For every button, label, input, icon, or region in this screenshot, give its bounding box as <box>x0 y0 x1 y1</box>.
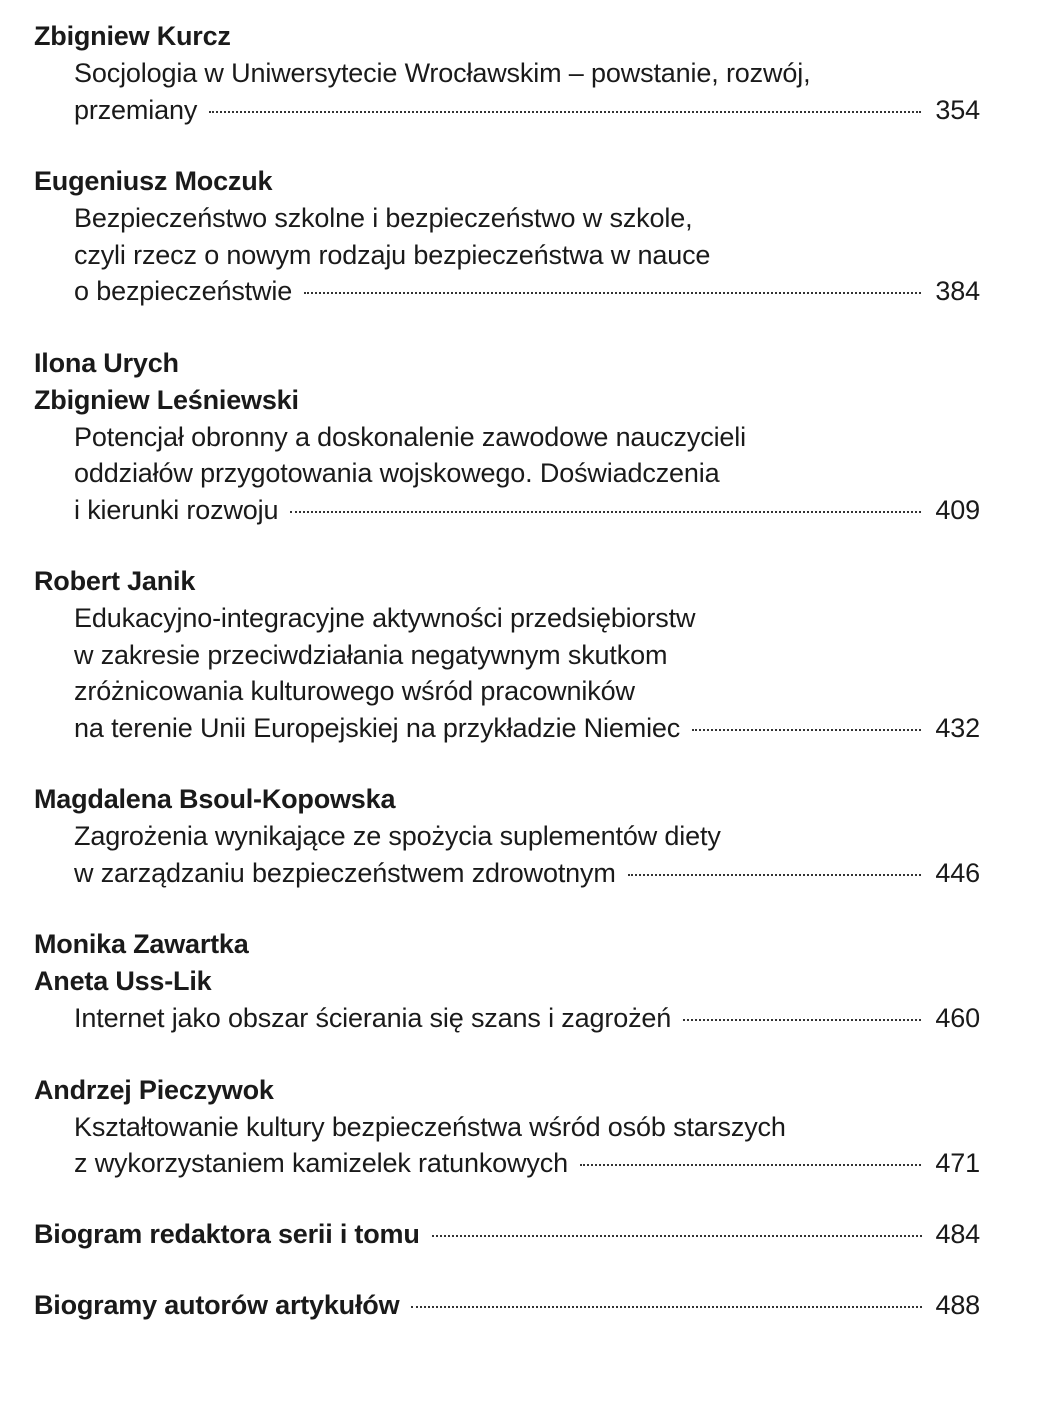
dot-leader <box>290 511 921 513</box>
toc-bold-line[interactable] <box>34 1287 980 1324</box>
toc-entry-biogram-editor <box>34 1216 980 1253</box>
page-number: 484 <box>935 1218 980 1249</box>
title-line: Potencjał obronny a doskonalenie zawodowe nauczycieli <box>74 421 746 452</box>
title-last-line <box>74 273 980 310</box>
dot-leader <box>628 874 922 876</box>
page-number: 409 <box>935 494 980 525</box>
entry-author: Monika Zawartka <box>34 929 249 959</box>
page-number: 460 <box>935 1003 980 1033</box>
title-line: o bezpieczeństwie <box>74 276 293 306</box>
entry-title[interactable] <box>34 200 980 310</box>
entry-author: Ilona Urych <box>34 347 179 378</box>
title-line: Kształtowanie kultury bezpieczeństwa wśród osób starszych <box>74 1111 786 1142</box>
title-last-line <box>74 92 980 129</box>
title-line: Socjologia w Uniwersytecie Wrocławskim – powstanie, rozwój, <box>74 58 811 88</box>
toc-entry <box>34 345 980 529</box>
entry-title[interactable] <box>34 55 980 128</box>
dot-leader <box>692 729 921 731</box>
entry-author: Aneta Uss-Lik <box>34 966 212 996</box>
title-line: zróżnicowania kulturowego wśród pracowników <box>74 676 635 706</box>
title-last-line <box>74 855 980 892</box>
title-line: przemiany <box>74 94 198 125</box>
title-line: Edukacyjno-integracyjne aktywności przedsiębiorstw <box>74 603 696 633</box>
section-label: Biogram redaktora serii i tomu <box>34 1218 420 1249</box>
entry-author: Robert Janik <box>34 566 196 596</box>
toc-entry <box>34 163 980 310</box>
title-line: z wykorzystaniem kamizelek ratunkowych <box>74 1148 568 1178</box>
title-line: Zagrożenia wynikające ze spożycia suplementów diety <box>74 821 721 851</box>
page-number: 446 <box>935 857 980 888</box>
entry-title[interactable] <box>34 419 980 529</box>
page-number: 384 <box>935 276 980 306</box>
section-label: Biogramy autorów artykułów <box>34 1289 400 1320</box>
entry-author: Zbigniew Leśniewski <box>34 384 299 415</box>
title-line: czyli rzecz o nowym rodzaju bezpieczeństwa w nauce <box>74 239 711 270</box>
entry-author: Zbigniew Kurcz <box>34 21 231 51</box>
dot-leader <box>411 1306 921 1308</box>
page-number: 432 <box>935 712 980 743</box>
title-last-line <box>74 1000 980 1037</box>
title-last-line <box>74 492 980 529</box>
page-number: 471 <box>935 1148 980 1178</box>
entry-author: Eugeniusz Moczuk <box>34 166 273 196</box>
page-number: 354 <box>935 94 980 125</box>
title-line: oddziałów przygotowania wojskowego. Doświadczenia <box>74 458 720 488</box>
title-line: i kierunki rozwoju <box>74 494 279 525</box>
title-line: w zakresie przeciwdziałania negatywnym skutkom <box>74 639 668 670</box>
title-last-line <box>74 1145 980 1182</box>
dot-leader <box>304 292 921 294</box>
entry-title[interactable] <box>34 600 980 746</box>
entry-title[interactable] <box>34 1109 980 1182</box>
title-line: w zarządzaniu bezpieczeństwem zdrowotnym <box>74 857 616 888</box>
entry-author: Magdalena Bsoul-Kopowska <box>34 784 396 814</box>
dot-leader <box>683 1019 921 1021</box>
toc-entry-biograms-authors <box>34 1287 980 1324</box>
dot-leader <box>580 1164 921 1166</box>
title-line: na terenie Unii Europejskiej na przykładzie Niemiec <box>74 712 681 743</box>
toc-entry <box>34 1072 980 1182</box>
dot-leader <box>209 111 921 113</box>
toc-entry <box>34 781 980 891</box>
title-last-line <box>74 710 980 747</box>
table-of-contents <box>34 18 980 1359</box>
toc-entry <box>34 926 980 1037</box>
toc-entry <box>34 563 980 746</box>
toc-bold-line[interactable] <box>34 1216 980 1253</box>
page-number: 488 <box>935 1289 980 1320</box>
dot-leader <box>432 1235 922 1237</box>
entry-title[interactable] <box>34 1000 980 1037</box>
entry-author: Andrzej Pieczywok <box>34 1074 274 1105</box>
entry-title[interactable] <box>34 818 980 891</box>
toc-entry <box>34 18 980 128</box>
title-line: Internet jako obszar ścierania się szans i zagrożeń <box>74 1003 672 1033</box>
title-line: Bezpieczeństwo szkolne i bezpieczeństwo w szkole, <box>74 203 693 233</box>
